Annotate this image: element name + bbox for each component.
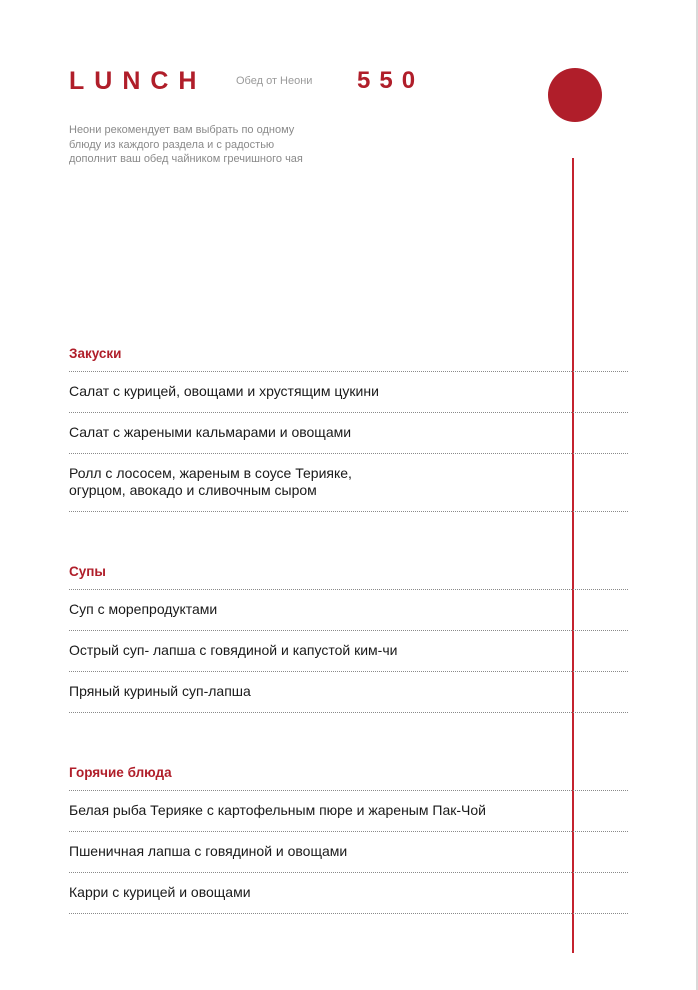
menu-item-text: Белая рыба Терияке с картофельным пюре и жареным Пак-Чой (69, 802, 486, 818)
intro-text: Неони рекомендует вам выбрать по одному блюду из каждого раздела и с радостью дополнит ваш обед чайником гречишного чая (69, 124, 303, 165)
menu-subtitle: Обед от Неони (236, 75, 313, 87)
menu-item (69, 454, 628, 512)
section-title: Закуски (69, 346, 122, 361)
menu-item (69, 832, 628, 873)
menu-title: LUNCH (69, 67, 207, 95)
section-goryachie-blyuda (69, 765, 628, 914)
menu-item (69, 372, 628, 413)
menu-item-text: Салат с жареными кальмарами и овощами (69, 424, 352, 440)
section-zakuski (69, 346, 628, 512)
menu-item-text: Ролл с лососем, жареным в соусе Терияке, огурцом, авокадо и сливочным сыром (69, 465, 352, 498)
menu-item (69, 413, 628, 454)
red-circle-decoration (548, 68, 602, 122)
menu-item-text: Салат с курицей, овощами и хрустящим цукини (69, 383, 379, 399)
section-supy (69, 564, 628, 713)
section-title: Горячие блюда (69, 765, 172, 780)
menu-item (69, 631, 628, 672)
menu-item-text: Пшеничная лапша с говядиной и овощами (69, 843, 348, 859)
menu-item-text: Пряный куриный суп-лапша (69, 683, 251, 699)
menu-item-text: Суп с морепродуктами (69, 601, 218, 617)
menu-price: 550 (357, 67, 425, 94)
menu-item-text: Острый суп- лапша с говядиной и капустой ким-чи (69, 642, 398, 658)
menu-item (69, 791, 628, 832)
section-title: Супы (69, 564, 106, 579)
menu-item (69, 873, 628, 914)
menu-item (69, 590, 628, 631)
menu-item-text: Карри с курицей и овощами (69, 884, 251, 900)
menu-item (69, 672, 628, 713)
